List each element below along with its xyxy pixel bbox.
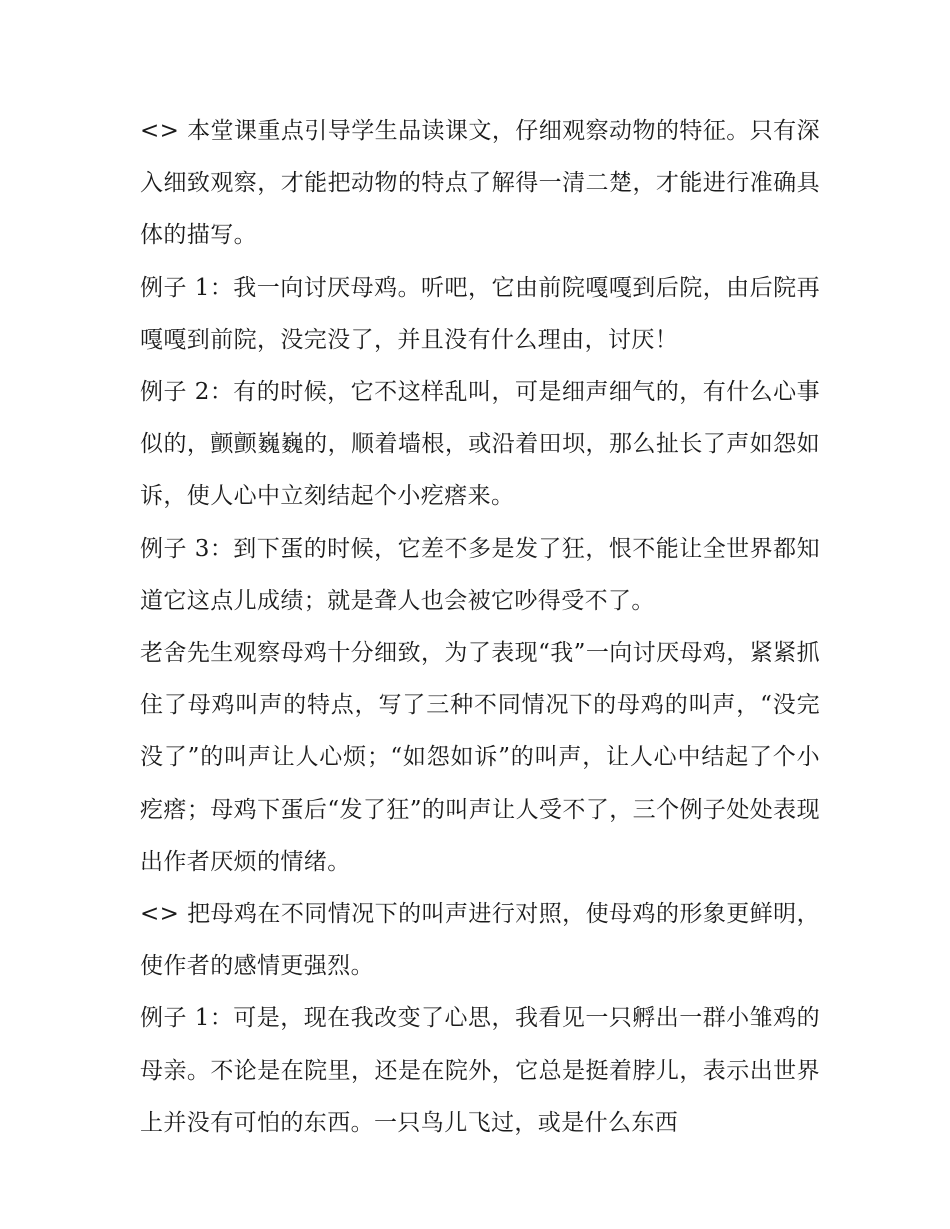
paragraph-example-1-annoying: 例子 1：我一向讨厌母鸡。听吧，它由前院嘎嘎到后院，由后院再嘎嘎到前院，没完没了，并且没有什么理由，讨厌！ — [140, 274, 820, 353]
paragraph-intro-observation: <> 本堂课重点引导学生品读课文，仔细观察动物的特征。只有深入细致观察，才能把动物的特点了解得一清二楚，才能进行准确具体的描写。 — [140, 118, 820, 249]
paragraph-contrast-point: <> 把母鸡在不同情况下的叫声进行对照，使母鸡的形象更鲜明，使作者的感情更强烈。 — [140, 901, 820, 980]
paragraph-analysis: 老舍先生观察母鸡十分细致，为了表现“我”一向讨厌母鸡，紧紧抓住了母鸡叫声的特点，写了三种不同情况下的母鸡的叫声，“没完没了”的叫声让人心烦；“如怨如诉”的叫声，让人心中结起了个小疙瘩；母鸡下蛋后“发了狂”的叫声让人受不了，三个例子处处表现出作者厌烦的情绪。 — [140, 640, 820, 875]
document-page — [140, 105, 820, 1149]
paragraph-example-1-mother-hen: 例子 1：可是，现在我改变了心思，我看见一只孵出一群小雏鸡的母亲。不论是在院里，还是在院外，它总是挺着脖儿，表示出世界上并没有可怕的东西。一只鸟儿飞过，或是什么东西 — [140, 1005, 820, 1136]
paragraph-example-2-soft-voice: 例子 2：有的时候，它不这样乱叫，可是细声细气的，有什么心事似的，颤颤巍巍的，顺着墙根，或沿着田坝，那么扯长了声如怨如诉，使人心中立刻结起个小疙瘩来。 — [140, 379, 820, 510]
paragraph-example-3-laying-egg: 例子 3：到下蛋的时候，它差不多是发了狂，恨不能让全世界都知道它这点儿成绩；就是聋人也会被它吵得受不了。 — [140, 535, 820, 614]
